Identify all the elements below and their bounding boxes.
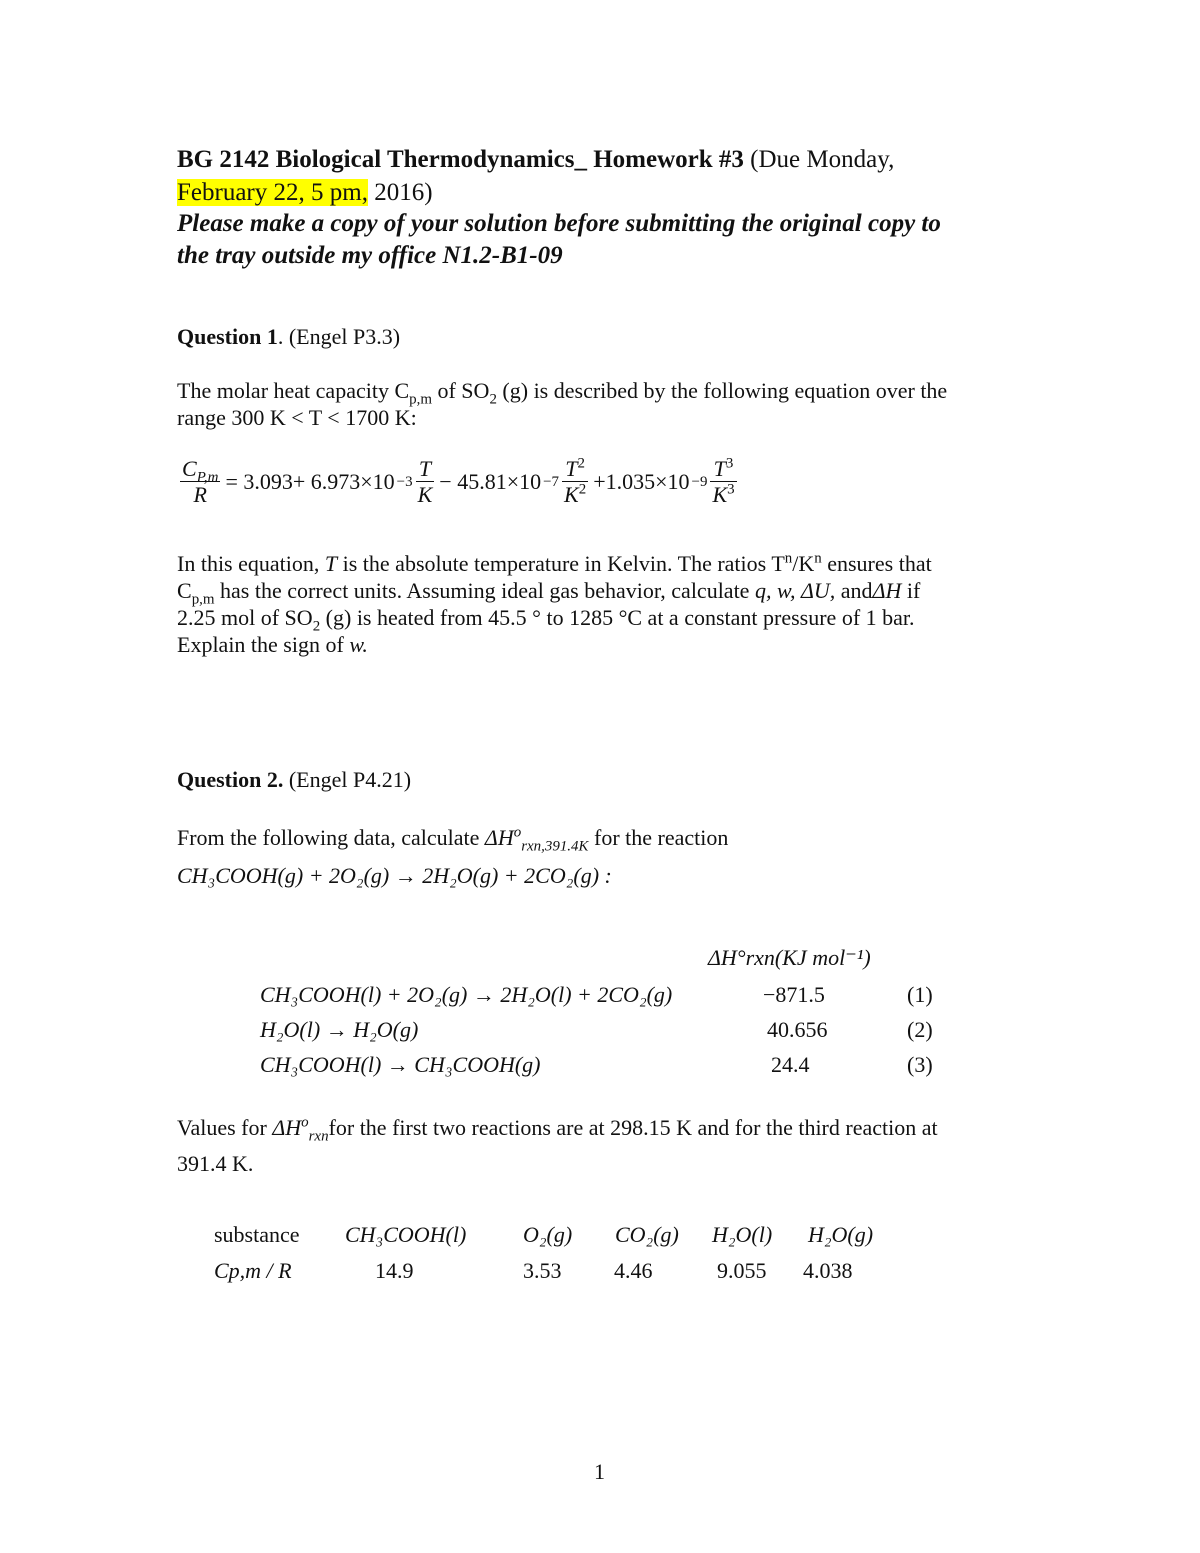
question-1-body-line-1: In this equation, T is the absolute temperature in Kelvin. The ratios $T^n/K^n$ ensures that: [177, 550, 932, 576]
cp-table-substance-2: O₂(g): [523, 1222, 573, 1247]
reaction-2-value: 40.656: [767, 1017, 828, 1042]
target-reaction: CH₃COOH(g) + 2O₂(g) → 2H₂O(g) + 2CO₂(g) :: [177, 863, 612, 888]
page-number: 1: [594, 1459, 605, 1484]
instructions-line-1: Please make a copy of your solution before submitting the original copy to: [177, 210, 941, 237]
reaction-3-number: (3): [907, 1052, 933, 1077]
cp-table-value-1: 14.9: [375, 1258, 414, 1283]
reaction-3-equation: CH₃COOH(l) → CH₃COOH(g): [260, 1052, 541, 1077]
homework-title: [177, 143, 894, 176]
reaction-table-header: ΔH°rxn(KJ mol⁻¹): [708, 945, 871, 970]
course-title: BG 2142 Biological Thermodynamics_ Homework #3: [177, 146, 744, 173]
question-1-intro-line-2: range 300 K < T < 1700 K:: [177, 405, 417, 430]
reaction-1-number: (1): [907, 982, 933, 1007]
eq-term-3-fraction: $\frac{T^3}{K^3}$: [712, 455, 735, 507]
cp-table-substance-1: CH₃COOH(l): [345, 1222, 467, 1247]
question-1-body-line-2: $C_{p,m}$ has the correct units. Assuming ideal gas behavior, calculate q, w, ΔU, andΔH if: [177, 578, 921, 608]
due-year: 2016): [374, 179, 433, 206]
eq-term-2-fraction: $\frac{T^2}{K^2}$: [564, 455, 587, 507]
question-2-heading: Question 2. (Engel P4.21): [177, 767, 412, 792]
question-1-body-line-4: Explain the sign of w.: [177, 632, 368, 657]
question-1-body-line-3: 2.25 mol of $SO_2$ (g) is heated from 45.5 ° to 1285 °C at a constant pressure of 1 bar.: [177, 605, 915, 635]
question-2-intro: From the following data, calculate $\Delta H^o_{rxn,391.4K}$ for the reaction: [177, 824, 729, 855]
reaction-1-value: −871.5: [763, 982, 825, 1007]
cp-table-substance-5: H₂O(g): [808, 1222, 874, 1247]
cp-table-substance-4: H₂O(l): [712, 1222, 773, 1247]
due-prefix: (Due Monday,: [750, 146, 895, 173]
cp-table-header-label: substance: [214, 1222, 300, 1247]
cp-table-value-label: Cp,m / R: [214, 1258, 292, 1283]
cp-table-value-3: 4.46: [614, 1258, 653, 1283]
reaction-2-equation: H₂O(l) → H₂O(g): [260, 1017, 419, 1042]
instructions-line-2: the tray outside my office N1.2-B1-09: [177, 242, 563, 269]
cp-table-value-5: 4.038: [803, 1258, 853, 1283]
cp-table-value-2: 3.53: [523, 1258, 562, 1283]
heat-capacity-equation: $\frac{C_{P,m}}{R}$ = 3.093+ 6.973×10 −3 $\frac{T}{K}$ − 45.81×10 −7 $\frac{T^2}{K^2}$ +1.035×10 −9 $\frac{T^3}{K^3}$: [182, 455, 735, 507]
eq-term-1-fraction: $\frac{T}{K}$: [417, 456, 433, 507]
reaction-2-number: (2): [907, 1017, 933, 1042]
reaction-3-value: 24.4: [771, 1052, 810, 1077]
question-1-intro-line-1: The molar heat capacity $C_{p,m}$ of $SO_2$ (g) is described by the following equation over the: [177, 378, 948, 408]
cp-table-substance-3: CO₂(g): [615, 1222, 679, 1247]
reaction-1-equation: CH₃COOH(l) + 2O₂(g) → 2H₂O(l) + 2CO₂(g): [260, 982, 673, 1007]
values-note-line-2: 391.4 K.: [177, 1151, 254, 1176]
due-date-line: [177, 176, 433, 209]
eq-lhs-fraction: $\frac{C_{P,m}}{R}$: [182, 456, 219, 507]
values-note-line-1: Values for $\Delta H^o_{rxn}for$ the first two reactions are at 298.15 K and for the third reaction at: [177, 1114, 938, 1145]
due-date-highlight: February 22, 5 pm,: [177, 179, 368, 206]
question-1-heading: Question 1. (Engel P3.3): [177, 324, 401, 349]
cp-table-value-4: 9.055: [717, 1258, 767, 1283]
